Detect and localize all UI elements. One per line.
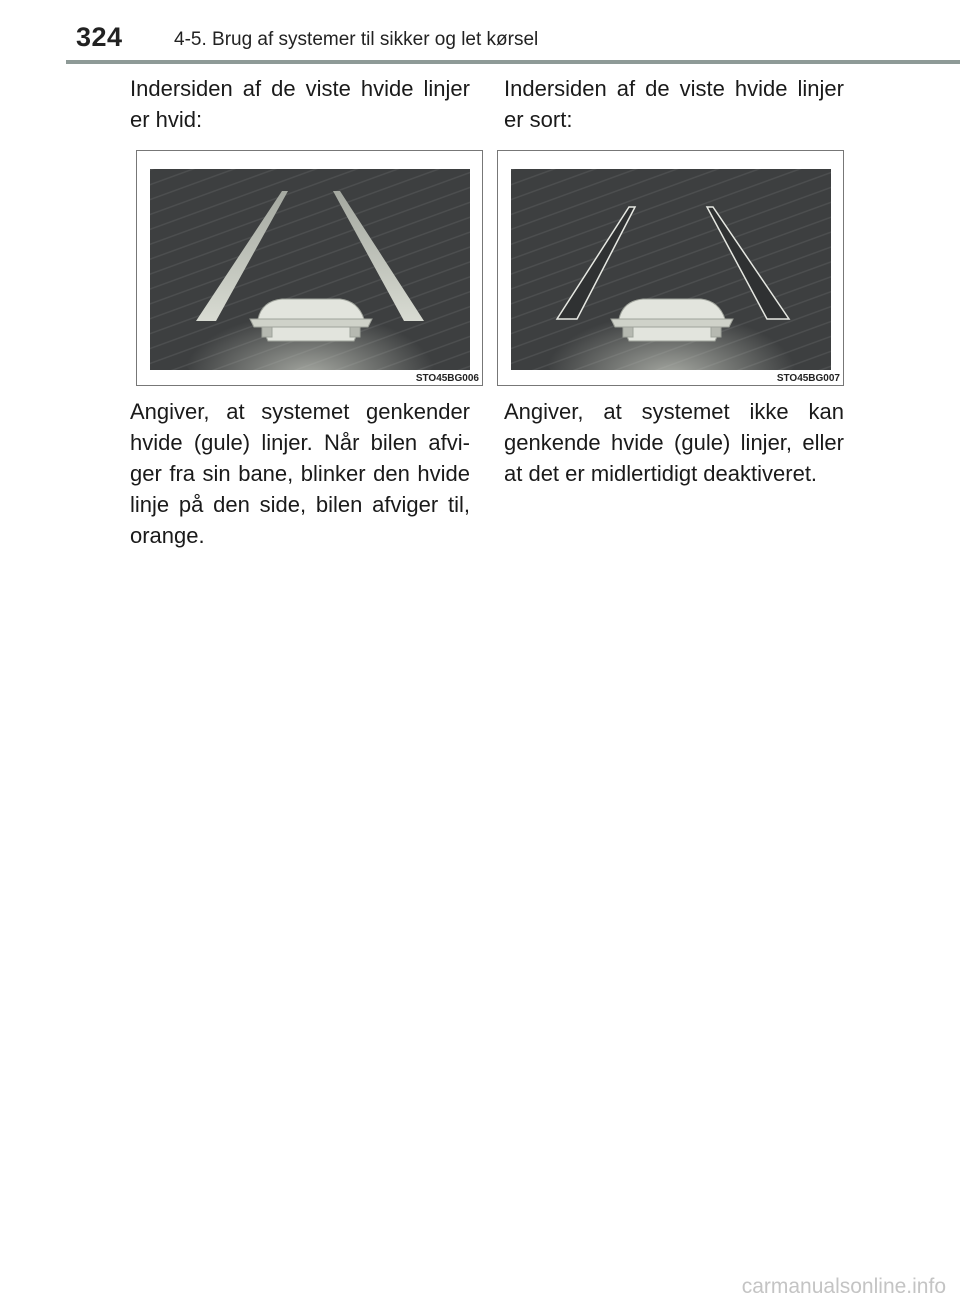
page-number: 324	[76, 22, 123, 52]
header-divider	[66, 60, 960, 64]
left-intro-text: Indersiden af de viste hvide linjer er hvid:	[130, 76, 470, 132]
car-rear	[611, 299, 733, 341]
car-rear	[250, 299, 372, 341]
lane-display-illustration	[511, 169, 831, 370]
section-title: 4-5. Brug af systemer til sikker og let kørsel	[174, 29, 539, 50]
figure-code: STO45BG006	[415, 373, 479, 384]
page-header	[0, 0, 960, 66]
display-screen	[511, 169, 831, 370]
right-intro-text: Indersiden af de viste hvide linjer er sort:	[504, 76, 844, 132]
lane-display-illustration	[150, 169, 470, 370]
figure-lane-recognized	[136, 150, 483, 386]
figure-code: STO45BG007	[776, 373, 840, 384]
watermark: carmanualsonline.info	[741, 1275, 946, 1298]
left-description-text: Angiver, at systemet genkender hvide (gule) linjer. Når bilen afvi-ger fra sin bane, blinker den hvide linje på den side, bilen afviger til, orange.	[130, 399, 470, 548]
right-description-text: Angiver, at systemet ikke kan genkende hvide (gule) linjer, eller at det er midlertidigt deaktiveret.	[504, 399, 844, 486]
figure-lane-not-recognized	[497, 150, 844, 386]
display-screen	[150, 169, 470, 370]
